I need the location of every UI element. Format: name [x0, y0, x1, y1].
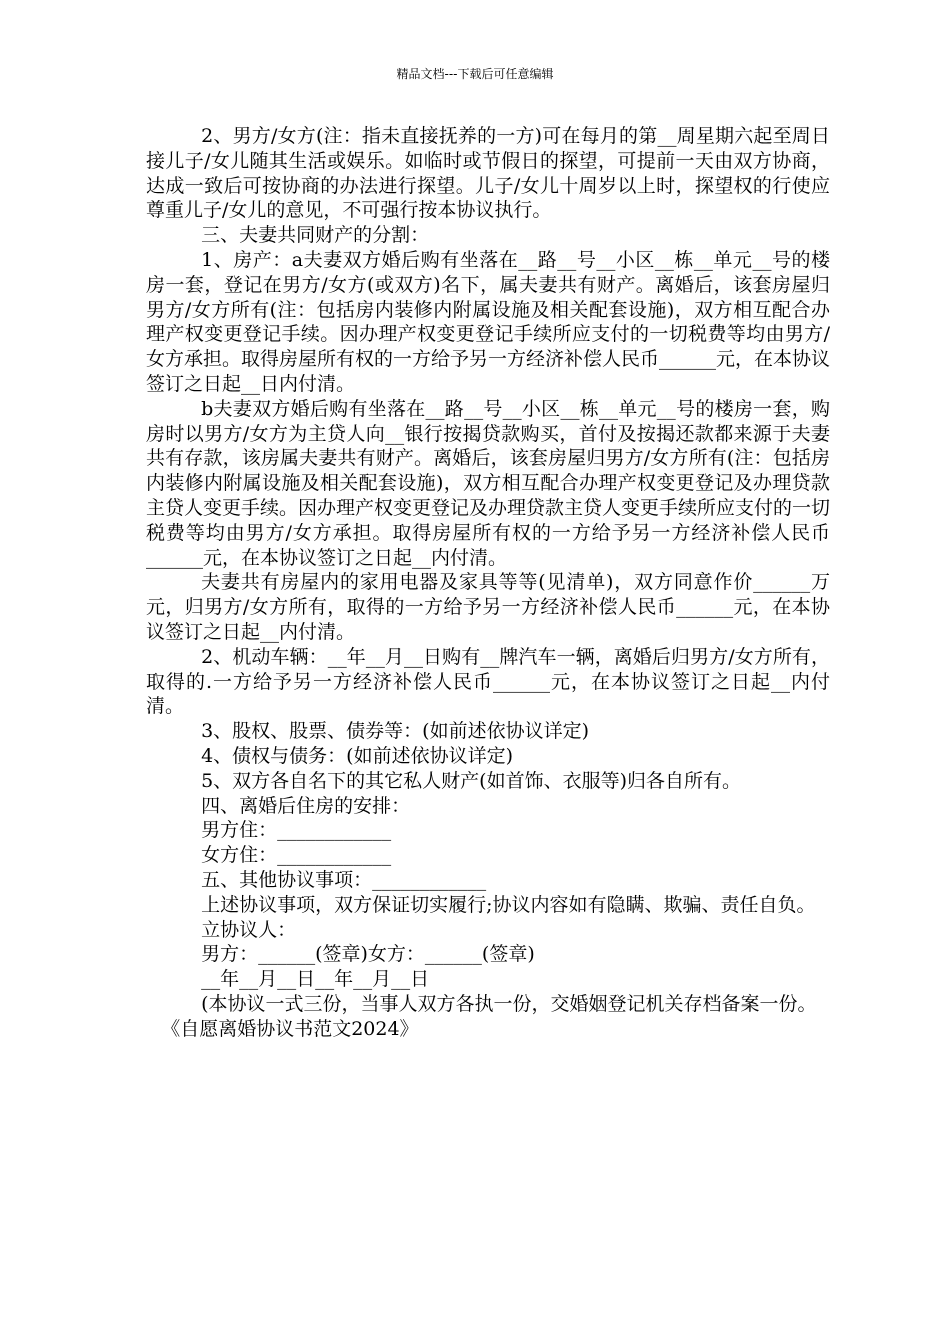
paragraph-equity: 3、股权、股票、债券等：(如前述依协议详定)	[201, 720, 590, 743]
paragraph-debts: 4、债权与债务：(如前述依协议详定)	[201, 744, 514, 767]
line-signatories: 立协议人：	[201, 918, 297, 941]
paragraph-visitation: 2、男方/女方(注：指未直接抚养的一方)可在每月的第__周星期六起至周日接儿子/女儿随其生活或娱乐。如临时或节假日的探望，可提前一天由双方协商，达成一致后可按协商的办法进行探望。儿子/女儿十周岁以上时，探望权的行使应尊重儿子/女儿的意见，不可强行按本协议执行。	[146, 125, 830, 222]
paragraph-house-a: 1、房产：a夫妻双方婚后购有坐落在__路__号__小区__栋__单元__号的楼房一套，登记在男方/女方(或双方)名下，属夫妻共有财产。离婚后，该套房屋归男方/女方所有(注：包括房内装修内附属设施及相关配套设施)，双方相互配合办理产权变更登记手续。因办理产权变更登记手续所应支付的一切税费等均由男方/女方承担。取得房屋所有权的一方给予另一方经济补偿人民币______元，在本协议签订之日起__日内付清。	[146, 248, 831, 395]
line-dates: __年__月__日__年__月__日	[201, 968, 430, 991]
line-wife-residence: 女方住：____________	[201, 844, 392, 867]
paragraph-house-b: b夫妻双方婚后购有坐落在__路__号__小区__栋__单元__号的楼房一套，购房时以男方/女方为主贷人向__银行按揭贷款购买，首付及按揭还款都来源于夫妻共有存款，该房属夫妻共有财产。离婚后，该套房屋归男方/女方所有(注：包括房内装修内附属设施及相关配套设施)，双方相互配合办理产权变更登记及办理贷款主贷人变更手续。因办理产权变更登记及办理贷款主贷人变更手续所应支付的一切税费等均由男方/女方承担。取得房屋所有权的一方给予另一方经济补偿人民币______元，在本协议签订之日起__内付清。	[146, 397, 831, 569]
document-body	[146, 124, 830, 1041]
page-header: 精品文档---下载后可任意编辑	[396, 67, 554, 81]
heading-property-division: 三、夫妻共同财产的分割：	[201, 224, 430, 247]
paragraph-guarantee: 上述协议事项，双方保证切实履行;协议内容如有隐瞒、欺骗、责任自负。	[201, 893, 816, 916]
line-signatures: 男方：______(签章)女方：______(签章)	[201, 943, 535, 966]
paragraph-appliances: 夫妻共有房屋内的家用电器及家具等等(见清单)，双方同意作价______万元，归男方/女方所有，取得的一方给予另一方经济补偿人民币______元，在本协议签订之日起__内付清。	[146, 571, 830, 643]
paragraph-copies: (本协议一式三份，当事人双方各执一份，交婚姻登记机关存档备案一份。	[201, 992, 817, 1015]
heading-other-matters: 五、其他协议事项：____________	[201, 868, 487, 891]
paragraph-vehicle: 2、机动车辆：__年__月__日购有__牌汽车一辆，离婚后归男方/女方所有，取得的.一方给予另一方经济补偿人民币______元，在本协议签订之日起__内付清。	[146, 645, 830, 718]
document-title-footer: 《自愿离婚协议书范文2024》	[161, 1017, 419, 1040]
line-husband-residence: 男方住：____________	[201, 819, 392, 842]
paragraph-personal-property: 5、双方各自名下的其它私人财产(如首饰、衣服等)归各自所有。	[201, 769, 742, 792]
heading-housing: 四、离婚后住房的安排：	[201, 794, 411, 817]
